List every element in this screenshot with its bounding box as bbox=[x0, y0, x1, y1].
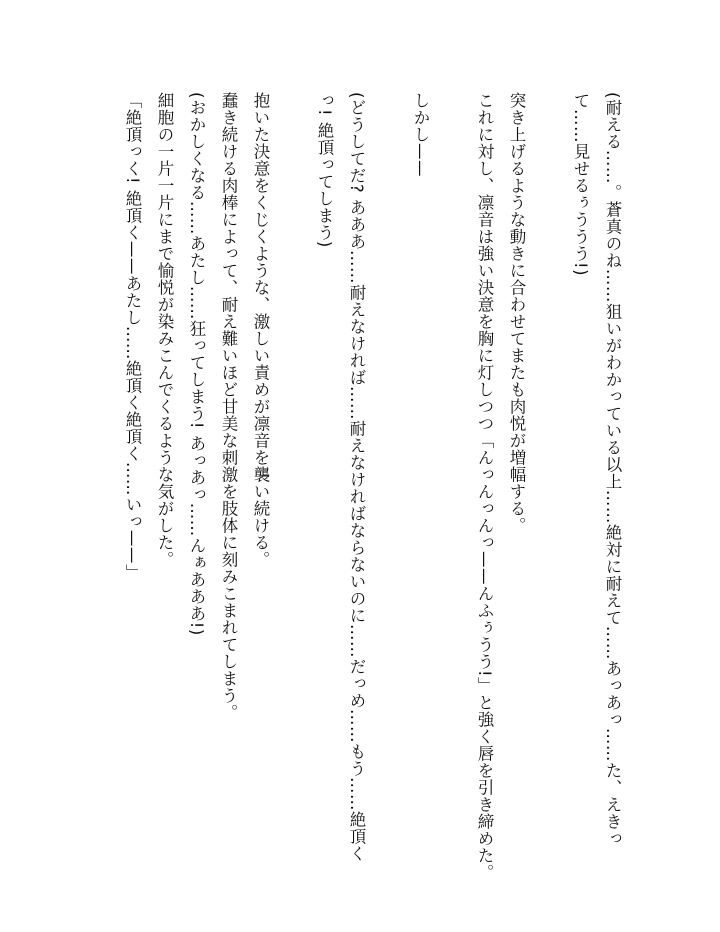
paragraph: 「絶頂っく! 絶頂く——あたし……絶頂く絶頂く……いっ——」 bbox=[123, 92, 142, 581]
vertical-text-body bbox=[68, 92, 628, 882]
paragraph: (おかしくなる……あたし……狂ってしまう! あっあっ……んぁあああ!) bbox=[187, 92, 206, 636]
blank-line bbox=[436, 92, 468, 882]
paragraph: (耐える……。蒼真のね……狙いがわかっている以上……絶対に耐えて……あっあっ……た、えきって……見せるぅううう!) bbox=[571, 92, 622, 847]
paragraph: 蠢き続ける肉棒によって、耐え難いほど甘美な刺激を肢体に刻みこまれてしまう。 bbox=[219, 92, 238, 721]
paragraph: (どうしてだ? あああ……耐えなければ……耐えなければならないのに……だっめ……もう……絶頂くっ! 絶頂ってしまう) bbox=[315, 92, 366, 862]
blank-line bbox=[532, 92, 564, 882]
blank-line bbox=[276, 92, 308, 882]
paragraph: これに対し、凛音は強い決意を胸に灯しつつ「んっんっんっ——んふぅうう!」と強く唇を引き締めた。 bbox=[475, 92, 494, 882]
paragraph: しかし—— bbox=[411, 92, 430, 177]
paragraph: 抱いた決意をくじくような、激しい責めが凛音を襲い続ける。 bbox=[251, 92, 270, 568]
blank-line bbox=[372, 92, 404, 882]
paragraph: 細胞の一片一片にまで愉悦が染みこんでくるような気がした。 bbox=[155, 92, 174, 568]
paragraph: 突き上げるような動きに合わせてまたも肉悦が増幅する。 bbox=[507, 92, 526, 534]
